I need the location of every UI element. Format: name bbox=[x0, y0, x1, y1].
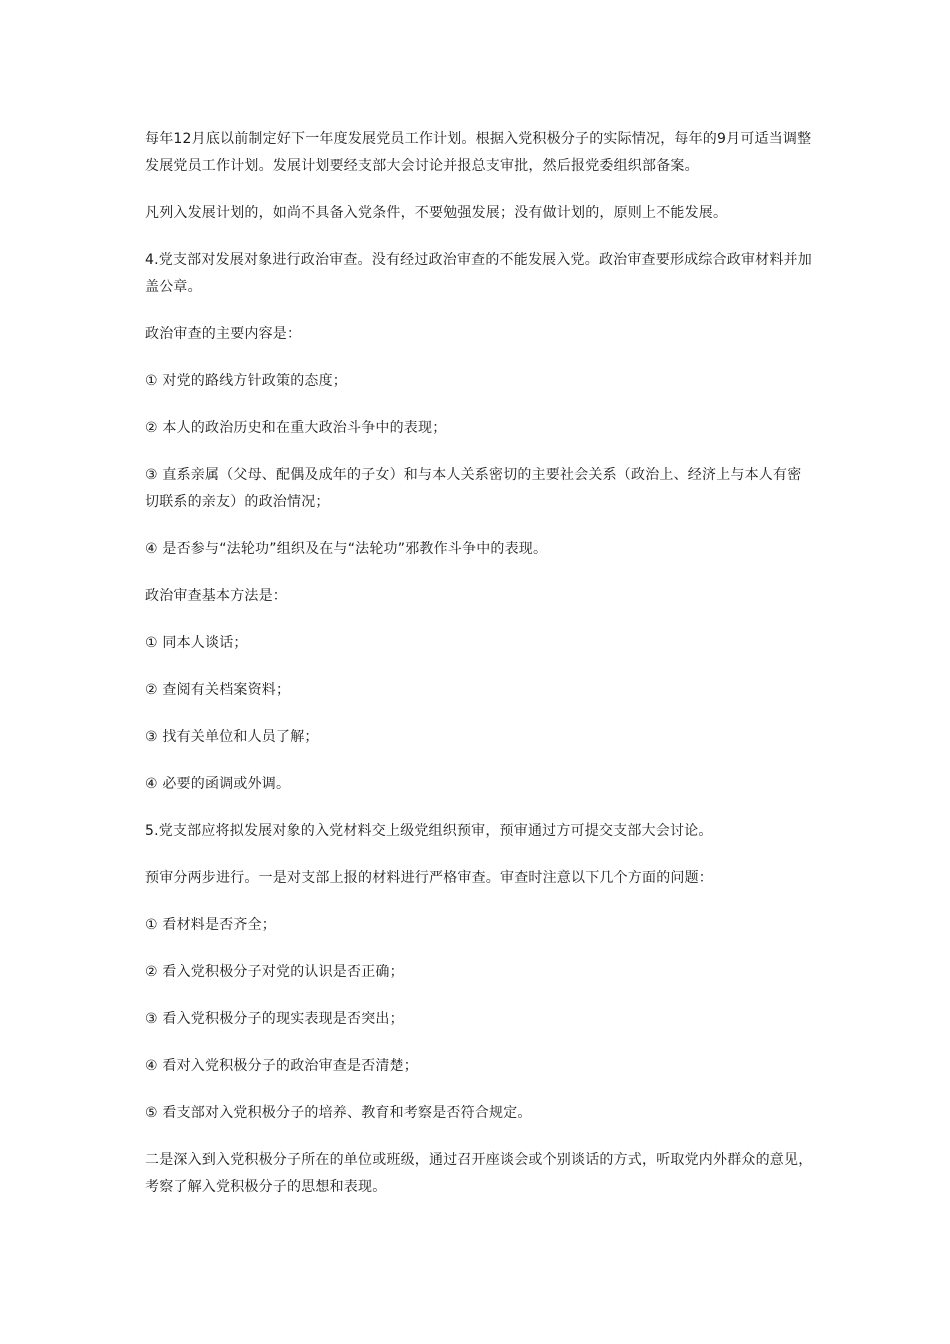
list-item: ④ 必要的函调或外调。 bbox=[145, 776, 291, 792]
list-item: ② 本人的政治历史和在重大政治斗争中的表现； bbox=[145, 420, 447, 436]
list-item: ④ 看对入党积极分子的政治审查是否清楚； bbox=[145, 1058, 418, 1074]
list-item: ③ 找有关单位和人员了解； bbox=[145, 729, 319, 745]
list-item: ① 对党的路线方针政策的态度； bbox=[145, 373, 348, 389]
list-item: ⑤ 看支部对入党积极分子的培养、教育和考察是否符合规定。 bbox=[145, 1105, 532, 1121]
list-item: ② 查阅有关档案资料； bbox=[145, 682, 291, 698]
paragraph-pre-review-steps: 预审分两步进行。一是对支部上报的材料进行严格审查。审查时注意以下几个方面的问题： bbox=[145, 870, 713, 886]
paragraph-plan-timing: 每年12月底以前制定好下一年度发展党员工作计划。根据入党积极分子的实际情况，每年的9月可适当调整发展党员工作计划。发展计划要经支部大会讨论并报总支审批，然后报党委组织部备案。 bbox=[145, 131, 812, 174]
paragraph-review-content-heading: 政治审查的主要内容是： bbox=[145, 326, 302, 342]
list-item: ① 看材料是否齐全； bbox=[145, 917, 277, 933]
list-item: ② 看入党积极分子对党的认识是否正确； bbox=[145, 964, 404, 980]
paragraph-section-5: 5.党支部应将拟发展对象的入党材料交上级党组织预审，预审通过方可提交支部大会讨论。 bbox=[145, 823, 713, 839]
paragraph-step-two: 二是深入到入党积极分子所在的单位或班级，通过召开座谈会或个别谈话的方式，听取党内外群众的意见，考察了解入党积极分子的思想和表现。 bbox=[145, 1152, 813, 1195]
list-item: ① 同本人谈话； bbox=[145, 635, 248, 651]
paragraph-section-4: 4.党支部对发展对象进行政治审查。没有经过政治审查的不能发展入党。政治审查要形成综合政审材料并加盖公章。 bbox=[145, 252, 812, 295]
list-item: ④ 是否参与“法轮功”组织及在与“法轮功”邪教作斗争中的表现。 bbox=[145, 541, 548, 557]
document-body bbox=[145, 126, 815, 1221]
paragraph-plan-rule: 凡列入发展计划的，如尚不具备入党条件，不要勉强发展；没有做计划的，原则上不能发展。 bbox=[145, 205, 728, 221]
list-item: ③ 看入党积极分子的现实表现是否突出； bbox=[145, 1011, 404, 1027]
paragraph-review-method-heading: 政治审查基本方法是： bbox=[145, 588, 287, 604]
list-item: ③ 直系亲属（父母、配偶及成年的子女）和与本人关系密切的主要社会关系（政治上、经济上与本人有密切联系的亲友）的政治情况； bbox=[145, 467, 802, 510]
